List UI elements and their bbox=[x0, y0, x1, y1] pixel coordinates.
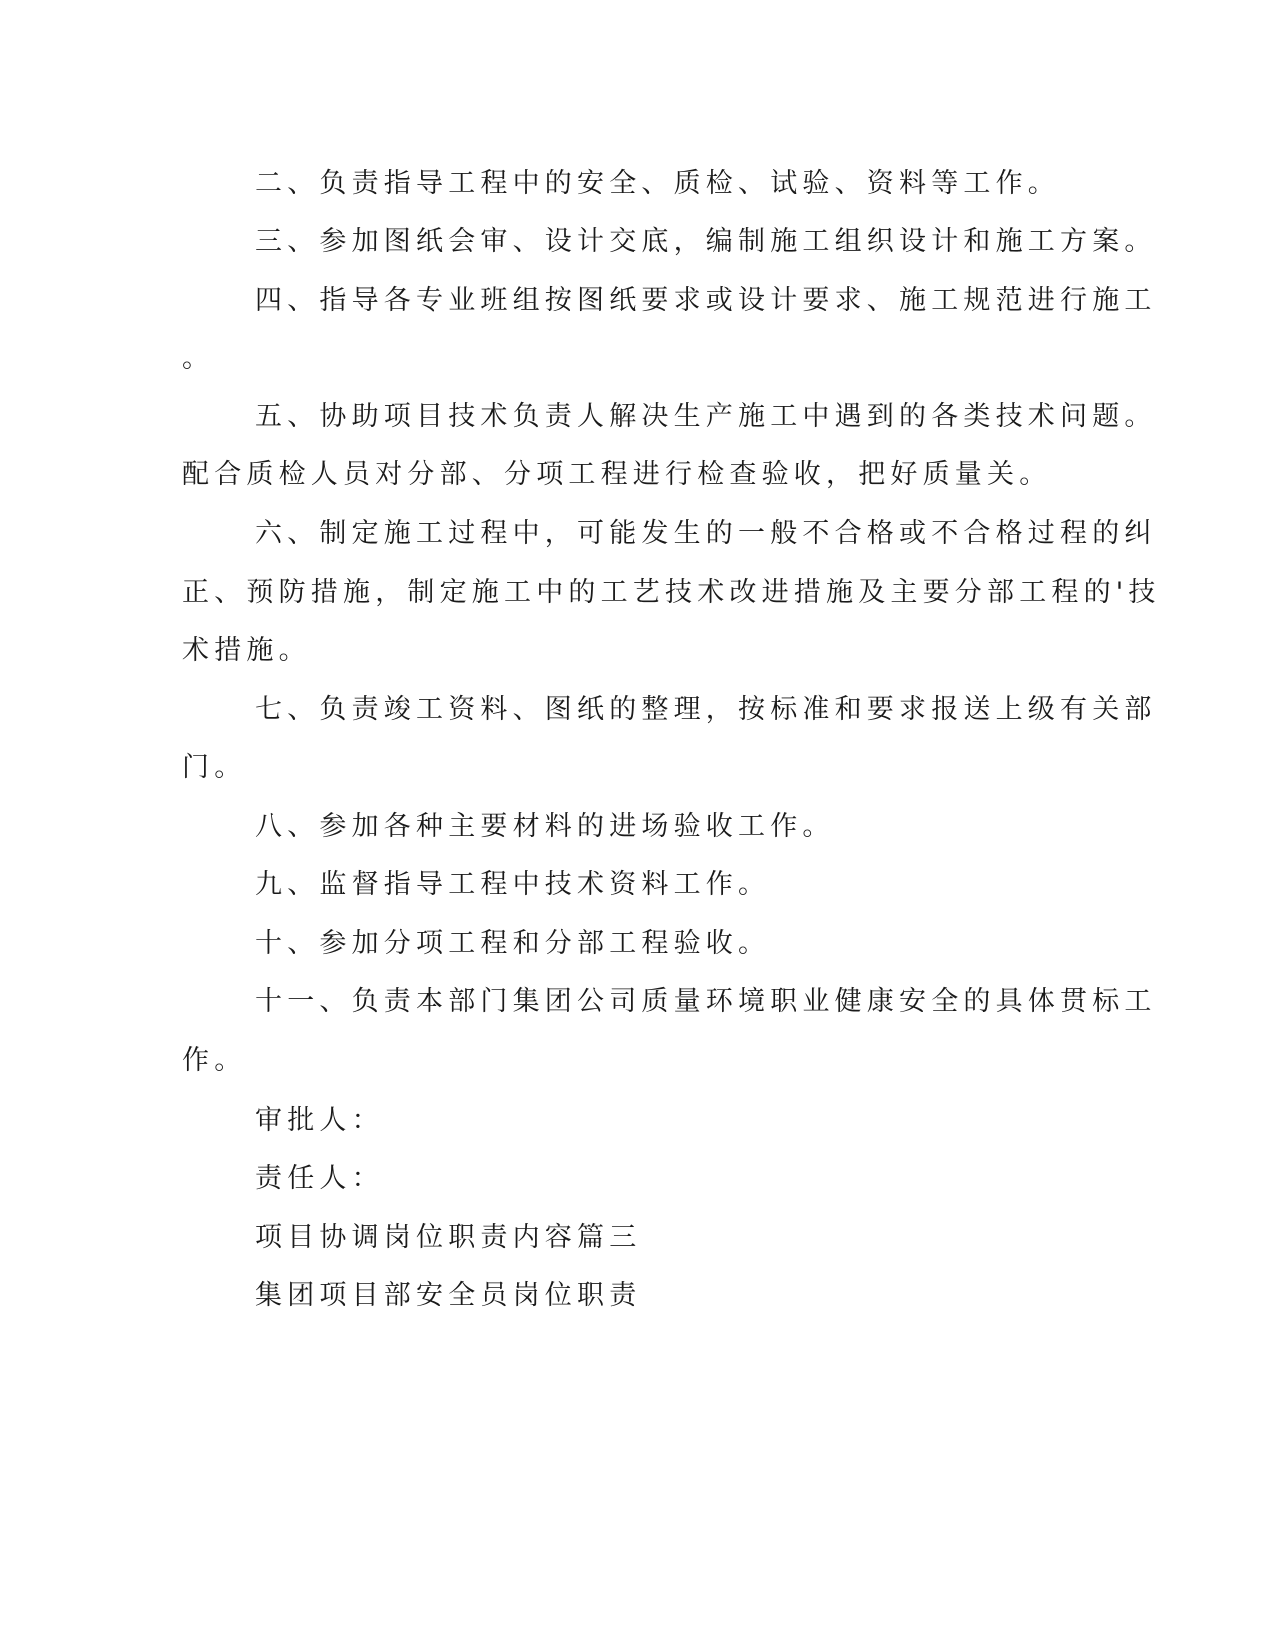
responsible-person-label: 责任人： bbox=[255, 1163, 384, 1194]
section-heading: 项目协调岗位职责内容篇三 bbox=[255, 1222, 642, 1253]
paragraph-item-2: 二、负责指导工程中的安全、质检、试验、资料等工作。 bbox=[255, 168, 1060, 199]
paragraph-item-6-continued: 正、预防措施，制定施工中的工艺技术改进措施及主要分部工程的'技 bbox=[182, 577, 1161, 608]
paragraph-item-3: 三、参加图纸会审、设计交底，编制施工组织设计和施工方案。 bbox=[255, 226, 1157, 257]
paragraph-item-10: 十、参加分项工程和分部工程验收。 bbox=[255, 928, 771, 959]
paragraph-item-5-continued: 配合质检人员对分部、分项工程进行检查验收，把好质量关。 bbox=[182, 459, 1052, 490]
paragraph-item-4: 四、指导各专业班组按图纸要求或设计要求、施工规范进行施工 bbox=[255, 285, 1157, 316]
paragraph-item-7: 七、负责竣工资料、图纸的整理，按标准和要求报送上级有关部 bbox=[255, 694, 1157, 725]
paragraph-item-11: 十一、负责本部门集团公司质量环境职业健康安全的具体贯标工 bbox=[255, 986, 1157, 1017]
paragraph-item-6-end: 术措施。 bbox=[182, 635, 311, 666]
paragraph-item-7-continued: 门。 bbox=[182, 752, 247, 783]
paragraph-item-9: 九、监督指导工程中技术资料工作。 bbox=[255, 869, 771, 900]
section-subheading: 集团项目部安全员岗位职责 bbox=[255, 1280, 642, 1311]
paragraph-item-4-continued: 。 bbox=[182, 343, 215, 374]
approver-label: 审批人： bbox=[255, 1105, 384, 1136]
paragraph-item-6: 六、制定施工过程中，可能发生的一般不合格或不合格过程的纠 bbox=[255, 518, 1157, 549]
paragraph-item-11-continued: 作。 bbox=[182, 1045, 247, 1076]
paragraph-item-8: 八、参加各种主要材料的进场验收工作。 bbox=[255, 811, 835, 842]
paragraph-item-5: 五、协助项目技术负责人解决生产施工中遇到的各类技术问题。 bbox=[255, 401, 1157, 432]
